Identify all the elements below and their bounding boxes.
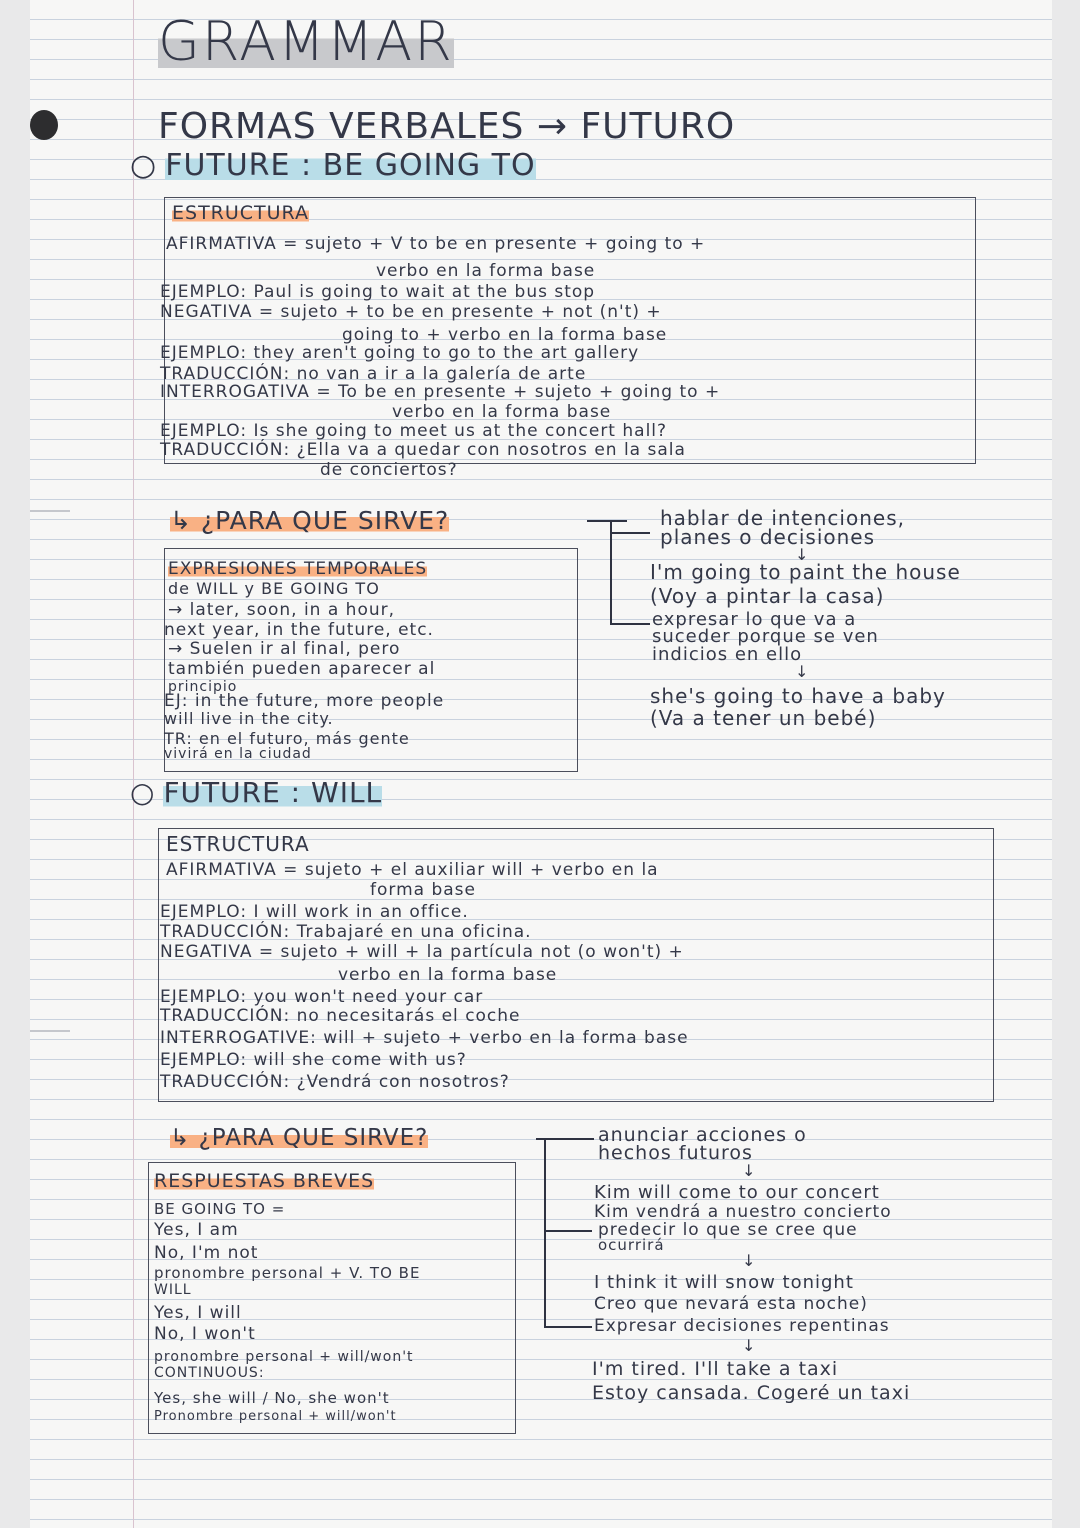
expresiones-title [168,561,427,579]
will-line: EJEMPLO: I will work in an office. [160,902,469,922]
structure-label-going-to-text: ESTRUCTURA [172,202,309,224]
will-line: verbo en la forma base [338,965,558,985]
going-to-line: TRADUCCIÓN: ¿Ella va a quedar con nosotros en la sala [160,440,686,460]
use-line: hablar de intenciones, [660,506,905,530]
will-line: EJEMPLO: will she come with us? [160,1050,467,1070]
going-to-line: verbo en la forma base [376,261,596,281]
para-que-going-to-text: ↳ ¿PARA QUE SIRVE? [170,506,450,535]
expresiones-line: vivirá en la ciudad [164,746,312,762]
respuestas-line: Yes, I will [154,1303,242,1323]
use-arrow: ↓ [795,662,810,681]
will-line: INTERROGATIVE: will + sujeto + verbo en la forma base [160,1028,689,1048]
arrow-line [544,1326,592,1328]
binder-mark [30,1030,70,1032]
use-line: (Voy a pintar la casa) [650,584,885,608]
will-line: TRADUCCIÓN: Trabajaré en una oficina. [160,922,532,942]
section-heading-going-to-text: FUTURE : BE GOING TO [165,148,536,183]
going-to-line: EJEMPLO: Paul is going to wait at the bus stop [160,282,596,302]
going-to-line: EJEMPLO: Is she going to meet us at the concert hall? [160,421,668,441]
use-line: Kim vendrá a nuestro concierto [594,1202,892,1222]
will-line: TRADUCCIÓN: no necesitarás el coche [160,1006,521,1026]
use-line: Creo que nevará esta noche) [594,1294,868,1314]
use-line: Expresar decisiones repentinas [594,1316,890,1336]
use-arrow: ↓ [795,545,810,564]
respuestas-line: Yes, I am [154,1220,239,1240]
expresiones-line: → Suelen ir al final, pero [168,639,401,659]
section-heading-will-text: FUTURE : WILL [163,776,383,809]
binder-mark [30,510,70,512]
going-to-line: TRADUCCIÓN: no van a ir a la galería de arte [160,364,587,384]
expresiones-line: next year, in the future, etc. [164,620,434,640]
para-que-heading-going-to [170,508,449,534]
respuestas-line: No, I won't [154,1324,256,1344]
use-line: indicios en ello [652,644,803,665]
arrow-line [544,1230,592,1232]
use-arrow: ↓ [742,1336,757,1355]
use-line: I'm tired. I'll take a taxi [592,1358,839,1380]
use-line: planes o decisiones [660,525,876,549]
expresiones-line: también pueden aparecer al [168,659,436,679]
use-line: Estoy cansada. Cogeré un taxi [592,1382,911,1404]
use-line: I think it will snow tonight [594,1272,854,1293]
respuestas-line: Pronombre personal + will/won't [154,1409,397,1424]
expresiones-line: → later, soon, in a hour, [168,600,396,620]
use-line: expresar lo que va a [652,609,857,630]
expresiones-line: will live in the city. [164,709,334,728]
para-que-will-text: ↳ ¿PARA QUE SIRVE? [170,1125,429,1151]
use-line: I'm going to paint the house [650,560,961,584]
use-arrow: ↓ [742,1161,757,1180]
notebook-page [30,0,1052,1528]
margin-line [133,0,134,1528]
going-to-line: de conciertos? [320,460,458,480]
use-arrow: ↓ [742,1251,757,1270]
respuestas-title [154,1172,374,1192]
expresiones-line: TR: en el futuro, más gente [164,729,410,748]
expresiones-title-text: EXPRESIONES TEMPORALES [168,559,428,579]
para-que-heading-will [170,1126,428,1150]
structure-label-will: ESTRUCTURA [166,832,310,856]
going-to-line: INTERROGATIVA = To be en presente + sujeto + going to + [160,382,721,402]
binder-hole [30,110,58,140]
use-line: suceder porque se ven [652,626,879,647]
page-title [158,10,454,73]
use-line: Kim will come to our concert [594,1182,880,1203]
use-line: ocurrirá [598,1236,665,1254]
going-to-line: NEGATIVA = sujeto + to be en presente + not (n't) + [160,302,662,322]
expresiones-line: principio [168,679,238,695]
use-line: predecir lo que se cree que [598,1220,858,1240]
going-to-line: AFIRMATIVA = sujeto + V to be en presente + going to + [166,234,706,254]
respuestas-line: pronombre personal + V. TO BE [154,1264,421,1282]
expresiones-line: de WILL y BE GOING TO [168,579,380,598]
arrow-line [610,520,612,625]
will-line: NEGATIVA = sujeto + will + la partícula not (o won't) + [160,942,684,962]
respuestas-line: WILL [154,1282,192,1298]
respuestas-line: BE GOING TO = [154,1200,286,1218]
respuestas-title-text: RESPUESTAS BREVES [154,1170,375,1192]
arrow-line [610,623,650,625]
respuestas-line: CONTINUOUS: [154,1365,265,1381]
going-to-line: EJEMPLO: they aren't going to go to the art gallery [160,343,640,363]
respuestas-line: No, I'm not [154,1243,259,1263]
structure-label-going-to [172,204,309,224]
arrow-line [544,1138,546,1326]
arrow-line [587,520,627,522]
section-heading-going-to: ○ FUTURE : BE GOING TO [130,148,536,183]
use-line: she's going to have a baby [650,684,946,708]
will-line: AFIRMATIVA = sujeto + el auxiliar will + verbo en la [166,860,659,880]
respuestas-line: Yes, she will / No, she won't [154,1389,390,1407]
going-to-line: verbo en la forma base [392,402,612,422]
use-line: (Va a tener un bebé) [650,706,877,730]
section-heading-will: ○ FUTURE : WILL [130,776,383,809]
will-line: forma base [370,880,476,900]
respuestas-line: pronombre personal + will/won't [154,1349,414,1365]
page-title-text: GRAMMAR [158,10,454,73]
expresiones-line: EJ: in the future, more people [164,691,445,711]
page-subtitle: FORMAS VERBALES → FUTURO [158,106,736,147]
arrow-line [610,532,650,534]
going-to-line: going to + verbo en la forma base [342,325,668,345]
will-line: TRADUCCIÓN: ¿Vendrá con nosotros? [160,1072,510,1092]
will-line: EJEMPLO: you won't need your car [160,987,484,1007]
use-line: anunciar acciones o [598,1124,807,1146]
use-line: hechos futuros [598,1142,753,1164]
